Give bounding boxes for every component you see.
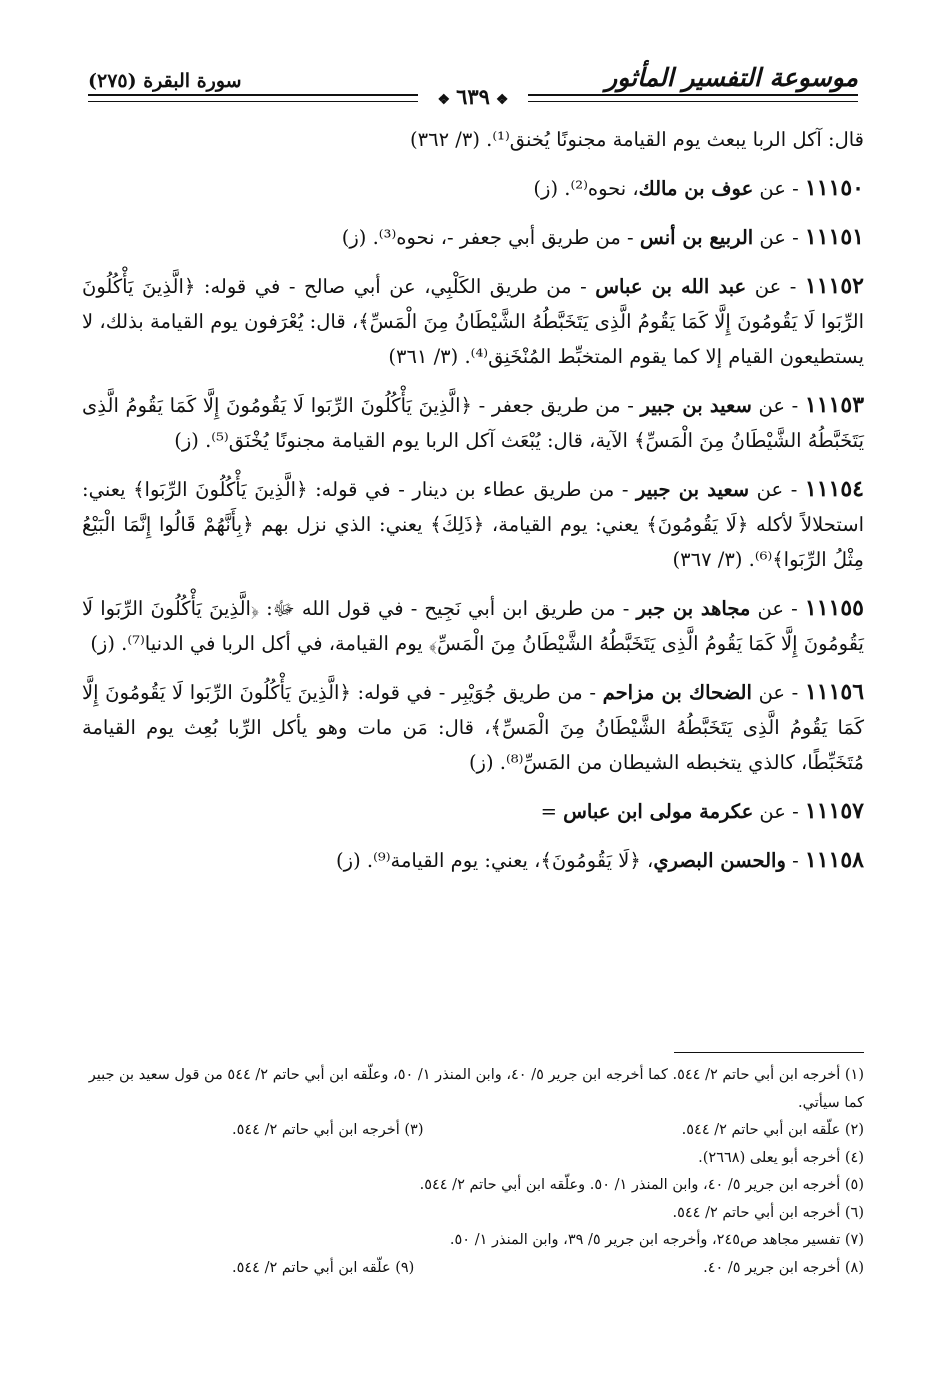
narration-11155: ١١١٥٥ - عن مجاهد بن جبر - من طريق ابن أبي نَجِيح - في قول الله ﷻ: ﴿الَّذِينَ يَأْكُلُونَ الرِّبَوا لَا يَقُومُونَ إِلَّا كَمَا يَقُومُ الَّذِى يَتَخَبَّطُهُ الشَّيْطَانُ مِنَ الْمَسِّ﴾ يوم القيامة، في أكل الربا في الدنيا⁽⁷⁾. (ز) xyxy=(82,595,864,655)
footnote-3: (٣) أخرجه ابن أبي حاتم ٢/ ٥٤٤. xyxy=(232,1122,424,1138)
footnote-6: (٦) أخرجه ابن أبي حاتم ٢/ ٥٤٤. xyxy=(672,1204,864,1221)
narrator-name: الربيع بن أنس xyxy=(639,226,754,249)
narration-number: ١١١٥٠ xyxy=(804,175,864,201)
book-title: موسوعة التفسير المأثور xyxy=(605,63,858,92)
narration-11154: ١١١٥٤ - عن سعيد بن جبير - من طريق عطاء بن دينار - في قوله: ﴿الَّذِينَ يَأْكُلُونَ الرِّبَوا﴾ يعني: استحلالاً لأكله ﴿لَا يَقُومُونَ﴾ يعني: يوم القيامة، ﴿ذَلِكَ﴾ يعني: الذي نزل بهم ﴿بِأَنَّهُمْ قَالُوا إِنَّمَا الْبَيْعُ مِثْلُ الرِّبَوا﴾⁽⁶⁾. (٣/ ٣٦٧) xyxy=(82,476,864,571)
footnote-1: (١) أخرجه ابن أبي حاتم ٢/ ٥٤٤. كما أخرجه ابن جرير ٥/ ٤٠، وابن المنذر ١/ ٥٠، وعلّقه ابن أبي حاتم ٢/ ٥٤٤ من قول سعيد بن جبير كما سيأتي. xyxy=(88,1067,864,1111)
narrator-name: سعيد بن جبير xyxy=(636,478,750,501)
narration-11157: ١١١٥٧ - عن عكرمة مولى ابن عباس = xyxy=(540,798,864,824)
narrator-name: مجاهد بن جبر xyxy=(636,597,751,620)
narration-number: ١١١٥٧ xyxy=(804,798,864,824)
narration-number: ١١١٥٨ xyxy=(804,847,864,873)
narrator-name: الضحاك بن مزاحم xyxy=(602,681,752,704)
narration-11153: ١١١٥٣ - عن سعيد بن جبير - من طريق جعفر - ﴿الَّذِينَ يَأْكُلُونَ الرِّبَوا لَا يَقُومُونَ إِلَّا كَمَا يَقُومُ الَّذِى يَتَخَبَّطُهُ الشَّيْطَانُ مِنَ الْمَسِّ﴾ الآية، قال: يُبْعَث آكل الربا يوم القيامة مجنونًا يُخْنَق⁽⁵⁾. (ز) xyxy=(82,392,865,452)
narrator-name: سعيد بن جبير xyxy=(640,394,752,417)
narration-number: ١١١٥٢ xyxy=(804,273,864,299)
footnote-2: (٢) علّقه ابن أبي حاتم ٢/ ٥٤٤. xyxy=(681,1122,864,1138)
narrator-name: عكرمة مولى ابن عباس xyxy=(563,800,754,823)
narrator-name: عبد الله بن عباس xyxy=(595,275,747,298)
ornament-icon: ❖ xyxy=(495,92,509,108)
narration-11150: ١١١٥٠ - عن عوف بن مالك، نحوه⁽²⁾. (ز) xyxy=(533,175,864,201)
main-text xyxy=(82,122,864,892)
ornament-icon: ❖ xyxy=(437,92,451,108)
footnote-5: (٥) أخرجه ابن جرير ٥/ ٤٠، وابن المنذر ١/ ٥٠. وعلّقه ابن أبي حاتم ٢/ ٥٤٤. xyxy=(419,1177,864,1193)
narration-number: ١١١٥١ xyxy=(804,224,864,250)
narration-number: ١١١٥٥ xyxy=(804,595,864,621)
narration-number: ١١١٥٦ xyxy=(804,679,865,705)
footnote-9: (٩) علّقه ابن أبي حاتم ٢/ ٥٤٤. xyxy=(232,1259,415,1276)
page-number: ❖٦٣٩❖ xyxy=(418,84,529,109)
narration-11156: ١١١٥٦ - عن الضحاك بن مزاحم - من طريق جُوَيْبِر - في قوله: ﴿الَّذِينَ يَأْكُلُونَ الرِّبَوا لَا يَقُومُونَ إِلَّا كَمَا يَقُومُ الَّذِى يَتَخَبَّطُهُ الشَّيْطَانُ مِنَ الْمَسِّ﴾، قال: مَن مات وهو يأكل الرِّبا بُعِث يوم القيامة مُتَخَبِّطًا، كالذي يتخبطه الشيطان من المَسِّ⁽⁸⁾. (ز) xyxy=(82,679,865,774)
footnote-separator xyxy=(674,1052,864,1053)
narration-11152: ١١١٥٢ - عن عبد الله بن عباس - من طريق الكَلْبِي، عن أبي صالح - في قوله: ﴿الَّذِينَ يَأْكُلُونَ الرِّبَوا لَا يَقُومُونَ إِلَّا كَمَا يَقُومُ الَّذِى يَتَخَبَّطُهُ الشَّيْطَانُ مِنَ الْمَسِّ﴾، قال: يُعْرَفون يوم القيامة بذلك، لا يستطيعون القيام إلا كما يقوم المتخبِّط المُنْخَنِق⁽⁴⁾. (٣/ ٣٦١) xyxy=(82,273,864,368)
footnote-4: (٤) أخرجه أبو يعلى (٢٦٦٨). xyxy=(698,1149,864,1166)
narrator-name: والحسن البصري xyxy=(653,849,786,872)
paragraph-continuation: قال: آكل الربا يبعث يوم القيامة مجنونًا يُخنق⁽¹⁾. (٣/ ٣٦٢) xyxy=(410,128,864,151)
narration-11158: ١١١٥٨ - والحسن البصري، ﴿لَا يَقُومُونَ﴾، يعني: يوم القيامة⁽⁹⁾. (ز) xyxy=(336,847,864,873)
footnote-8: (٨) أخرجه ابن جرير ٥/ ٤٠. xyxy=(703,1259,864,1276)
narration-number: ١١١٥٤ xyxy=(804,476,864,502)
narration-number: ١١١٥٣ xyxy=(804,392,865,418)
footnotes xyxy=(82,1062,864,1282)
surah-label: سورة البقرة (٢٧٥) xyxy=(88,70,242,92)
footnote-7: (٧) تفسير مجاهد ص٢٤٥، وأخرجه ابن جرير ٥/ ٣٩، وابن المنذر ١/ ٥٠. xyxy=(449,1232,864,1248)
narration-11151: ١١١٥١ - عن الربيع بن أنس - من طريق أبي جعفر -، نحوه⁽³⁾. (ز) xyxy=(341,224,864,250)
narrator-name: عوف بن مالك xyxy=(638,177,754,200)
